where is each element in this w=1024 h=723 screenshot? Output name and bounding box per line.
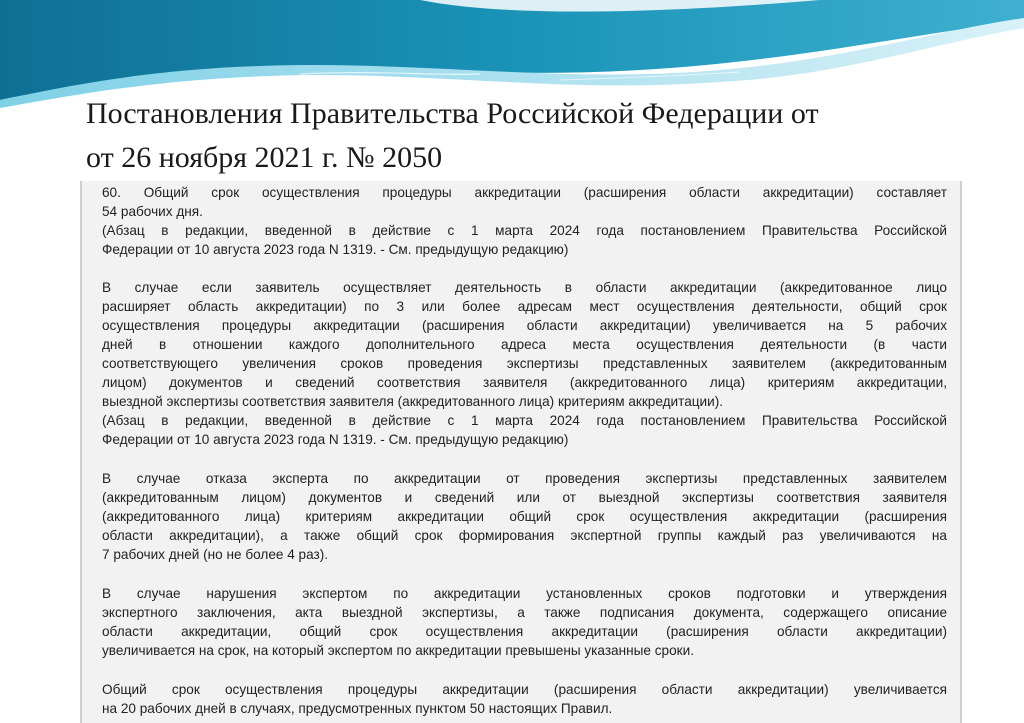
doc-line: (Абзац в редакции, введенной в действие с 1 марта 2024 года постановлением Правительства Российской <box>102 413 947 428</box>
doc-line: 60. Общий срок осуществления процедуры аккредитации (расширения области аккредитации) составляет <box>102 185 947 200</box>
doc-line: В случае если заявитель осуществляет деятельность в области аккредитации (аккредитованное лицо <box>102 280 947 295</box>
slide-title-line-2: от 26 ноября 2021 г. № 2050 <box>86 141 443 174</box>
doc-line: Федерации от 10 августа 2023 года N 1319. - См. предыдущую редакцию) <box>102 432 569 447</box>
doc-line: увеличивается на срок, на который экспертом по аккредитации превышены указанные сроки. <box>102 643 694 658</box>
doc-line: Федерации от 10 августа 2023 года N 1319. - См. предыдущую редакцию) <box>102 242 569 257</box>
document-scan <box>80 181 962 723</box>
doc-line: лицом) документов и сведений соответствия заявителя (аккредитованного лица) критериям аккредитации, <box>102 375 947 390</box>
doc-line: 54 рабочих дня. <box>102 204 203 219</box>
doc-line: В случае отказа эксперта по аккредитации от проведения экспертизы представленных заявителем <box>102 471 947 486</box>
doc-line: Общий срок осуществления процедуры аккредитации (расширения области аккредитации) увеличивается <box>102 682 947 697</box>
doc-line: (аккредитованным лицом) документов и сведений или от выездной экспертизы соответствия заявителя <box>102 490 947 505</box>
slide-title-line-1: Постановления Правительства Российской Федерации от <box>86 97 819 130</box>
doc-line: В случае нарушения экспертом по аккредитации установленных сроков подготовки и утверждения <box>102 586 947 601</box>
doc-line: осуществления процедуры аккредитации (расширения области аккредитации) увеличивается на 5 рабочих <box>102 318 947 333</box>
doc-line: области аккредитации, общий срок осуществления аккредитации (расширения области аккредитации) <box>102 624 947 639</box>
doc-line: на 20 рабочих дней в случаях, предусмотренных пунктом 50 настоящих Правил. <box>102 701 613 716</box>
doc-line: 7 рабочих дней (но не более 4 раз). <box>102 547 329 562</box>
doc-line: (аккредитованного лица) критериям аккредитации общий срок осуществления аккредитации (расширения <box>102 509 947 524</box>
doc-line: расширяет область аккредитации) по 3 или более адресам мест осуществления деятельности, общий срок <box>102 299 947 314</box>
doc-line: выездной экспертизы соответствия заявителя (аккредитованного лица) критериям аккредитации). <box>102 394 724 409</box>
doc-line: соответствующего увеличения сроков проведения экспертизы представленных заявителем (аккредитованным <box>102 356 947 371</box>
doc-line: (Абзац в редакции, введенной в действие с 1 марта 2024 года постановлением Правительства Российской <box>102 223 947 238</box>
doc-line: области аккредитации), а также общий срок формирования экспертной группы каждый раз увеличиваются на <box>102 528 947 543</box>
doc-line: экспертного заключения, акта выездной экспертизы, а также подписания документа, содержащего описание <box>102 605 947 620</box>
slide-title <box>86 92 986 180</box>
doc-line: дней в отношении каждого дополнительного адреса места осуществления деятельности (в части <box>102 337 947 352</box>
